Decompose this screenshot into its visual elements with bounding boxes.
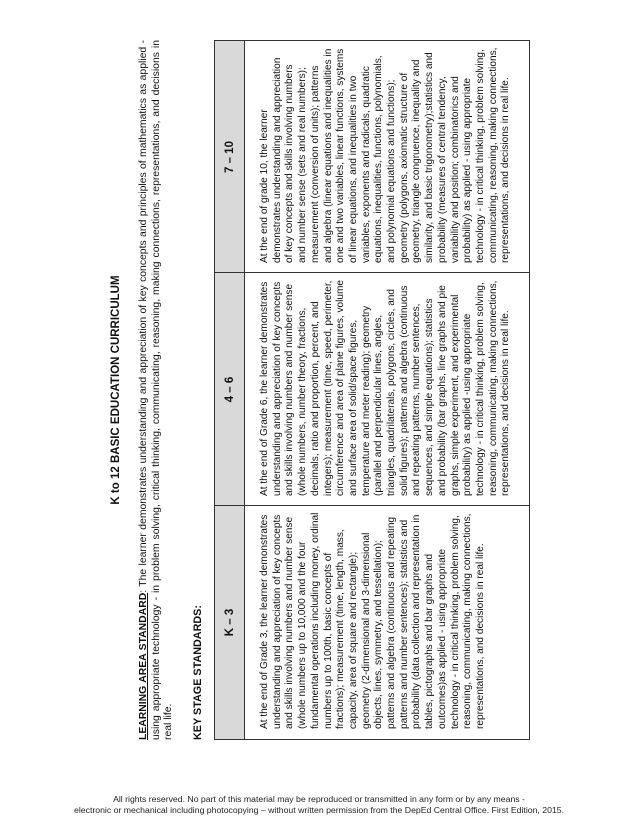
cell-k-3: At the end of Grade 3, the learner demonstrates understanding and appreciation of key concepts and skills involving numbers and number sense (whole numbers up to 10,000 and the four fundamental operations including money, ordinal numbers up to 100th, basic concepts of fractions); measurement (time, length, mass, capacity, area of square and rectangle); geometry (2-dimensional and 3-dimensional objects, lines, symmetry, and tessellation); patterns and algebra (continuous and repeating patterns and number sentences); statistics and probability (data collection and representation in tables, pictographs and bar graphs and outcomes)as applied - using appropriate technology - in critical thinking, problem solving, reasoning, communicating, making connections, representations, and decisions in real life.: [259, 512, 486, 729]
cell-7-10: At the end of grade 10, the learner demonstrates understanding and appreciation of key concepts and skills involving numbers and number sense (sets and real numbers); measurement (conversion of units); patterns and algebra (linear equations and inequalities in one and two variables, linear functions, systems of linear equations, and inequalities in two variables, exponents and radicals, quadratic equations, inequalities, functions, polynomials, and polynomial equations and functions); geometry (polygons, axiomatic structure of geometry, triangle congruence, inequality and similarity, and basic trigonometry);statistics and probability (measures of central tendency, variability and position; combinatorics and probability) as applied - using appropriate technology - in critical thinking, problem solving, communicating, reasoning, making connections, representations, and decisions in real life.: [259, 47, 512, 263]
header-4-6: 4 – 6: [215, 273, 245, 506]
key-stage-table: [214, 40, 530, 740]
copyright-footer: [0, 794, 638, 816]
header-7-10: 7 – 10: [215, 41, 245, 273]
header-k-3: K – 3: [215, 506, 245, 739]
cell-4-6: At the end of Grade 6, the learner demonstrates understanding and appreciation of key concepts and skills involving numbers and number sense (whole numbers, number theory, fractions, decimals, ratio and proportion, percent, and integers); measurement (time, speed, perimeter, circumference and area of plane figures, volume and surface area of solid/space figures, temperature and meter reading); geometry (parallel and perpendicular lines, angles, triangles, quadrilaterals, polygons, circles, and solid figures); patterns and algebra (continuous and repeating patterns, number sentences, sequences, and simple equations); statistics and probability (bar graphs, line graphs and pie graphs, simple experiment, and experimental probability) as applied -using appropriate technology - in critical thinking, problem solving, reasoning, communicating, making connections, representations, and decisions in real life.: [259, 279, 512, 496]
document-title: K to 12 BASIC EDUCATION CURRICULUM: [110, 275, 122, 505]
footer-line-2: electronic or mechanical including photocopying – without written permission from the DepEd Central Office. First Edition, 2015.: [74, 805, 564, 815]
key-stage-label: KEY STAGE STANDARDS:: [192, 605, 204, 740]
rotated-page-content: [110, 40, 530, 740]
standard-label: LEARNING AREA STANDARD: [138, 592, 149, 740]
standard-text: : The learner demonstrates understanding and appreciation of key concepts and principles of mathematics as applied - using appropriate technology - in problem solving, critical thinking, communicating, reasoning, making connections, representations, and decisions in real life.: [138, 40, 174, 740]
footer-line-1: All rights reserved. No part of this material may be reproduced or transmitted in any form or by any means -: [113, 794, 525, 804]
learning-area-standard: [138, 40, 176, 740]
